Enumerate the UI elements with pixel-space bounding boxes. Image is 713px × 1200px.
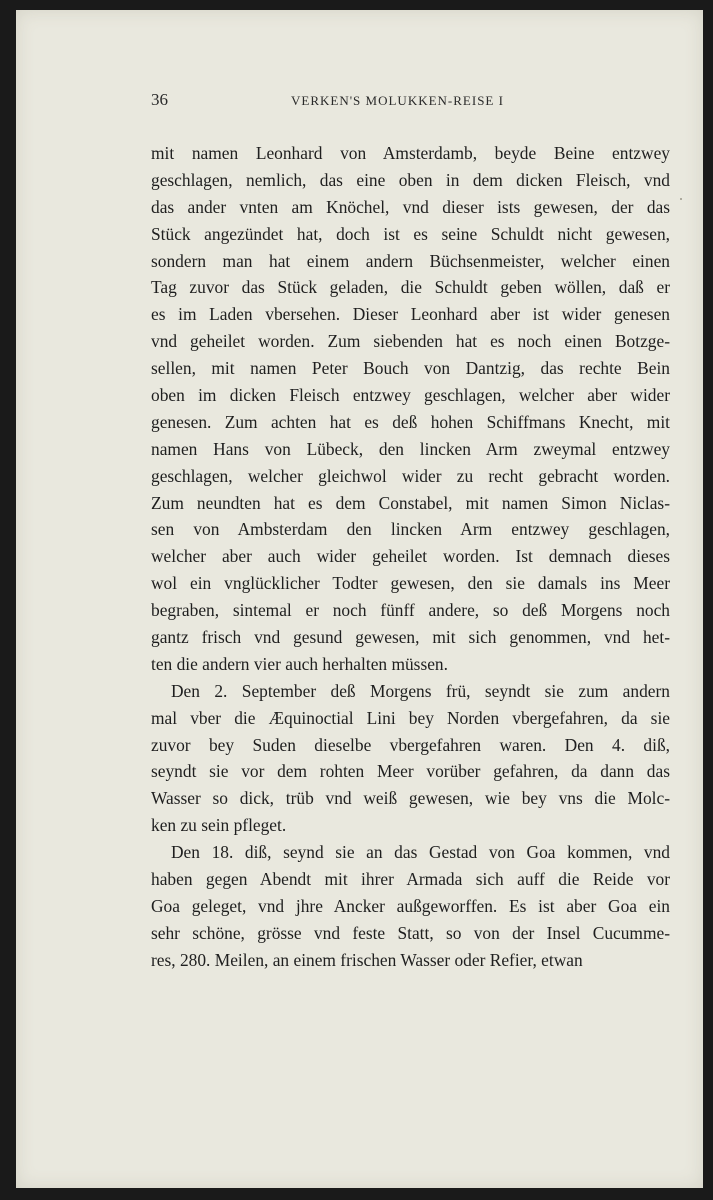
text-line: Goa geleget, vnd jhre Ancker außgeworffen. Es ist aber Goa ein [151,895,670,916]
running-head: VERKEN'S MOLUKKEN-REISE I [291,93,504,108]
text-line: geschlagen, welcher gleichwol wider zu recht gebracht worden. [151,465,670,486]
text-line: genesen. Zum achten hat es deß hohen Schiffmans Knecht, mit [151,411,670,432]
text-line: wol ein vnglücklicher Todter gewesen, den sie damals ins Meer [151,573,670,594]
page-header [151,88,661,120]
text-line: mal vber die Æquinoctial Lini bey Norden vbergefahren, da sie [151,707,670,728]
body-text [151,140,670,974]
text-line: res, 280. Meilen, an einem frischen Wasser oder Refier, etwan [151,949,583,970]
text-line: ten die andern vier auch herhalten müssen. [151,653,448,674]
text-line: mit namen Leonhard von Amsterdamb, beyde Beine entzwey [151,143,670,163]
text-line: Den 2. September deß Morgens frü, seyndt sie zum andern [171,680,670,701]
text-line: haben gegen Abendt mit ihrer Armada sich auff die Reide vor [151,869,670,890]
text-line: vnd geheilet worden. Zum siebenden hat es noch einen Botzge- [151,331,670,352]
text-line: Wasser so dick, trüb vnd weiß gewesen, wie bey vns die Molc- [151,788,670,809]
text-line: sehr schöne, grösse vnd feste Statt, so von der Insel Cucumme- [151,922,670,943]
text-line: Stück angezündet hat, doch ist es seine Schuldt nicht gewesen, [151,223,670,244]
text-line: zuvor bey Suden dieselbe vbergefahren waren. Den 4. diß, [151,734,670,755]
text-line: Den 18. diß, seynd sie an das Gestad von Goa kommen, vnd [171,842,670,863]
text-line: es im Laden vbersehen. Dieser Leonhard aber ist wider genesen [151,304,670,325]
text-line: Tag zuvor das Stück geladen, die Schuldt geben wöllen, daß er [151,277,670,298]
text-line: geschlagen, nemlich, das eine oben in dem dicken Fleisch, vnd [151,169,670,190]
text-line: seyndt sie vor dem rohten Meer vorüber gefahren, da dann das [151,761,670,782]
text-line: begraben, sintemal er noch fünff andere, so deß Morgens noch [151,600,670,621]
text-line: sellen, mit namen Peter Bouch von Dantzig, das rechte Bein [151,358,670,379]
paper-speck [680,198,682,200]
text-line: gantz frisch vnd gesund gewesen, mit sich genommen, vnd het- [151,627,670,648]
text-line: Zum neundten hat es dem Constabel, mit namen Simon Niclas- [151,492,670,513]
text-line: welcher aber auch wider geheilet worden. Ist demnach dieses [151,546,670,567]
text-line: sen von Ambsterdam den lincken Arm entzwey geschlagen, [151,519,670,540]
text-line: oben im dicken Fleisch entzwey geschlagen, welcher aber wider [151,385,670,406]
page-number: 36 [151,90,168,109]
text-line: das ander vnten am Knöchel, vnd dieser ists gewesen, der das [151,196,670,217]
text-line: sondern man hat einem andern Büchsenmeister, welcher einen [151,250,670,271]
text-line: namen Hans von Lübeck, den lincken Arm zweymal entzwey [151,438,670,459]
text-line: ken zu sein pfleget. [151,815,287,836]
